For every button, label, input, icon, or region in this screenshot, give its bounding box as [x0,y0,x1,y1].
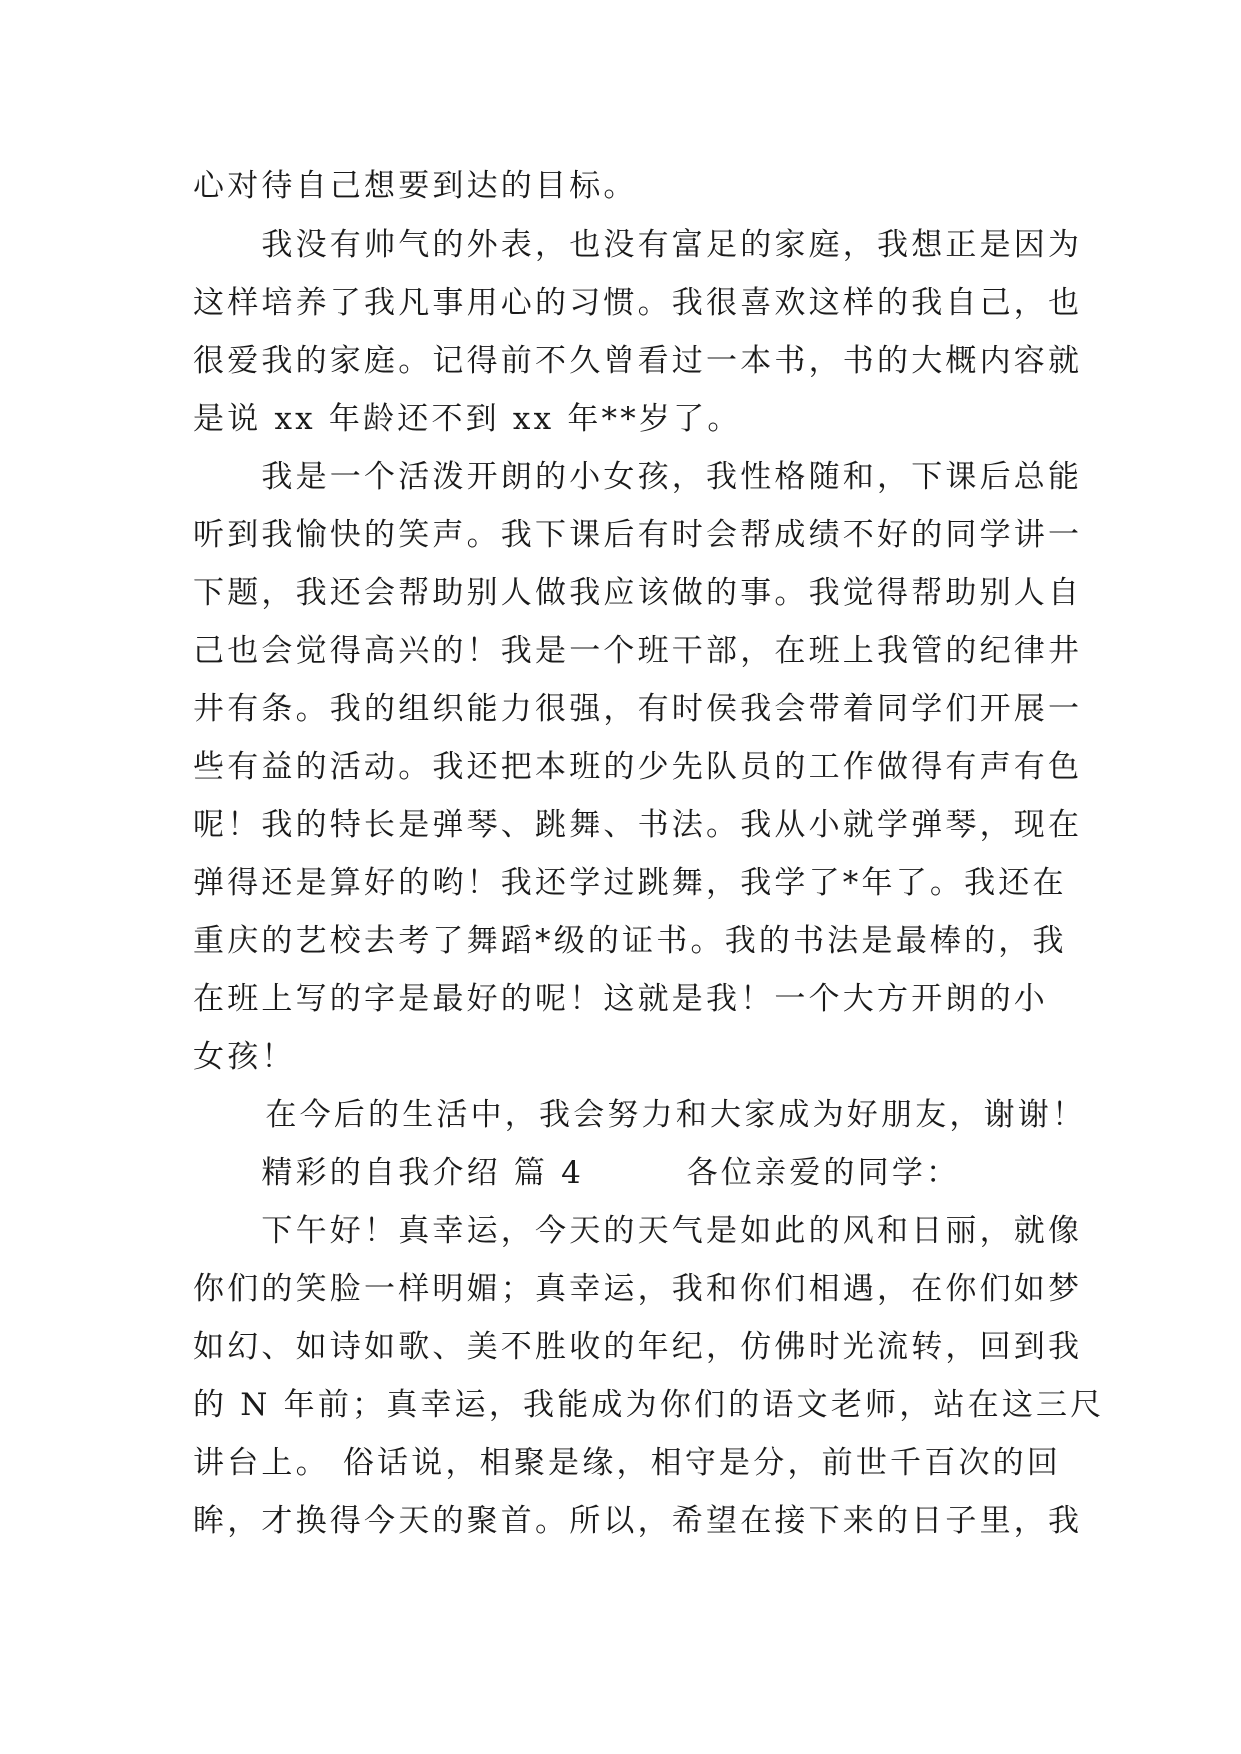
text-line: 在班上写的字是最好的呢！这就是我！一个大方开朗的小 [193,981,1048,1017]
text-line: 的 N 年前；真幸运，我能成为你们的语文老师，站在这三尺 [193,1387,1105,1423]
text-line: 讲台上。 俗话说，相聚是缘，相守是分，前世千百次的回 [193,1445,1062,1481]
text-line: 眸，才换得今天的聚首。所以，希望在接下来的日子里，我 [193,1503,1083,1539]
text-line: 下题，我还会帮助别人做我应该做的事。我觉得帮助别人自 [193,575,1083,611]
text-line: 这样培养了我凡事用心的习惯。我很喜欢这样的我自己，也 [193,285,1083,321]
text-line: 些有益的活动。我还把本班的少先队员的工作做得有声有色 [193,749,1083,785]
text-line: 呢！我的特长是弹琴、跳舞、书法。我从小就学弹琴，现在 [193,807,1083,843]
text-line: 你们的笑脸一样明媚；真幸运，我和你们相遇，在你们如梦 [193,1271,1083,1307]
text-line: 己也会觉得高兴的！我是一个班干部，在班上我管的纪律井 [193,633,1083,669]
text-line: 听到我愉快的笑声。我下课后有时会帮成绩不好的同学讲一 [193,517,1083,553]
text-line: 很爱我的家庭。记得前不久曾看过一本书，书的大概内容就 [193,343,1083,379]
text-line: 女孩！ [193,1039,296,1075]
text-line: 是说 xx 年龄还不到 xx 年**岁了。 [193,401,742,437]
text-line: 如幻、如诗如歌、美不胜收的年纪，仿佛时光流转，回到我 [193,1329,1083,1365]
text-line: 重庆的艺校去考了舞蹈*级的证书。我的书法是最棒的，我 [193,923,1067,959]
text-line: 下午好！真幸运，今天的天气是如此的风和日丽，就像 [193,1213,1083,1249]
section-heading: 精彩的自我介绍 篇 4 各位亲爱的同学： [193,1155,961,1191]
text-line: 井有条。我的组织能力很强，有时侯我会带着同学们开展一 [193,691,1083,727]
text-line: 弹得还是算好的哟！我还学过跳舞，我学了*年了。我还在 [193,865,1067,901]
text-line: 在今后的生活中，我会努力和大家成为好朋友，谢谢！ [197,1097,1087,1133]
text-line: 我没有帅气的外表，也没有富足的家庭，我想正是因为 [193,227,1083,263]
text-line: 心对待自己想要到达的目标。 [193,168,638,204]
text-line: 我是一个活泼开朗的小女孩，我性格随和，下课后总能 [193,459,1083,495]
